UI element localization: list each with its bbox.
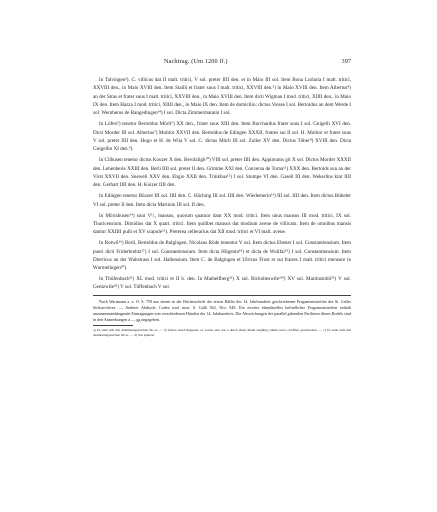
running-title: Nachtrag. (Um 1200 ff.): [164, 58, 228, 65]
paragraph-lofen: In Löfen⁵) tenetur Bertoldus Mörli⁶) XX den., frater suus XIII den. Item Burchardus frater suus I sol. Gnigelli XVI den. Dicti Morder III sol. Albertus⁷) Molitor XXVII den. Bertoldus de Edingen XXXII, fratres sui II sol. H. Molitor et frater suus V sol. preter IIII den. Hugo et H. de Wila V sol. C. dictus Mörli III sol. Zoller XV den. Dictus Töber⁸) XVIII den. Dicta Gnigellin XI den.⁹).: [93, 121, 351, 153]
document-body: [93, 76, 351, 339]
paragraph-edingen: In Edingen tenetur Büzzer III sol. IIII den. C. Häching III sol. IIII den. Wiedemerin¹³) III sol. IIII den. Item dictus Büheler VI sol. preter II den. Item dicta Martinin III sol. II den.: [93, 193, 351, 208]
footnote-text: a) Es steht Alli mit Abkürzungszeichen für er. — b) Zuerst stand Rappeler, es wurde aber das e durch einen Punkt ungültig erklärt und e darfiber geschrieben. — c) Es steht Alle mit Abkürzungszeichen für er. — d) Von späterer: [93, 328, 351, 338]
page-number: 397: [341, 58, 351, 65]
paragraph-rotwil: In Rotwil¹⁶) Berli, Bertoldus de Balgingen, Nicolaus Rüde tenentur V sol. Item dictus Ebener I sol. Constantiensium. Item pueri dicti Friderbrehtz¹⁷) I sol. Constantiensium. Item dicta Hilgenin¹⁸) et dicta de Woilfai¹⁹) I sol. Constantiensium. Item Dietricus an der Waltstrass I sol. Hallensium. Item C. de Balgingen et Ulricus Frost et sui fratres I malt. tritici mensure in Wurmelingen²⁰).: [93, 240, 351, 272]
paragraph-morishusen: In Mörishusen¹⁴) sunt V¹/₂ mansus, quorum quatuor dant XX mod. tritici. Item unus mansus III mod. tritici, IX sol. Thuricensium. Dimidius dat X quart. tritici. Item quilibet mansus dat modium avene de villicatu. Item de omnibus mansis dantur XXIIII pulli et XV scapule¹⁵). Preterea cellerarius dat XII mod. tritici et VI malt. avene.: [93, 212, 351, 236]
paragraph-talvingen: In Talvingen²). C. villicus dat II malt. tritici, V sol. preter IIII den. et in Maio III sol. Item Bona Lurlaria I malt. tritici, XXVIII den., in Maio XVIII den. Item Stailli et frater suus I malt. tritici, XXVIII den.³) in Maio XVIII den. Item Albertus⁴) an der Stras et frater suus I malt. tritici, XXVIII den., in Maio XVIII den. Item dicti Wigman I mod. tritici, XIIII den., in Maio IX den. Item Hazza I mod. tritici, XIIII den., in Maio IX den. Item de domicilio: dictus Voisse I sol. Bertoldus an dem Werde I sol. Wernherus de Rangedingen³⁴) I sol. Dicta Zimmermannin I sol.: [93, 77, 351, 117]
page-header: [0, 58, 437, 68]
source-note: Nach Wartmann a. a. O. S. 759 aus einem in der Bücherschrift der ersten Hälfte des 14. Jahrhunderts geschriebenen Fergamentstreifen des St. Galler Stiftsarchives. — Anderer Abdruck: Codex trad. mon. S. Galli 562, Nro. 949. Ein zweiter ebendaselbst befindlicher Fergamentstreifen enthält unzusammenhängende Eintragungen von verschiedenen Händen des 14. Jahrhunderts. Die Abweichungen der parallel gehenden Parthieen dieses Rodels sind in den Anmerkungen a — gg angegeben.: [93, 298, 351, 323]
section-divider: [93, 295, 351, 296]
footnote-divider: [93, 325, 133, 326]
paragraph-cilhusen: In Cilhusen tenetur dictus Kouzer X den. Berolzligh¹⁰) VIII sol. preter IIII den. Appimums git X sol. Dictus Morder XXXII den. Lehenherie XXIII den. Berli IIII sol. preter II den. Grimme XXI den. Conversa de Torna¹¹) XXX den. Bertolds sun an der Virst XXVII den. Sneweli XXV den. Ebgio XXII den. Trinkhus¹²) I sol. Stumpe VI den. Gaseli III den. Wekerlins kint IIII den. Gerhart IIII den. H. Koizer IIII den.: [93, 157, 351, 189]
paragraph-thufenbach: In Thüfenbach²¹) XL mod. tritici et II b. den. In Mathelfberg²²) X sol. Richolteswile²³⁴) XV sol. Martinstobil²⁵) V sol. Gentzwile²⁶) V sol. Tüffenbach V sol.: [93, 276, 351, 291]
